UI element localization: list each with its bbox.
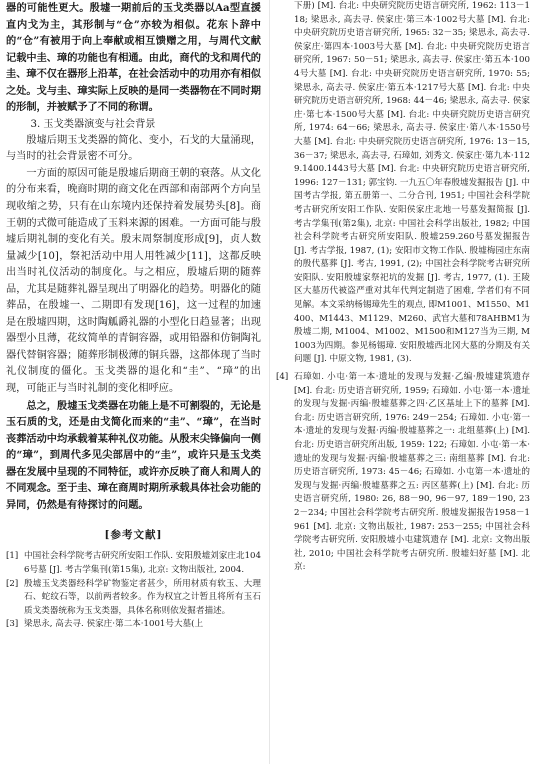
reference-3-continuation: 下册) [M]. 台北: 中央研究院历史语言研究所, 1962: 113－118; 梁思永, 高去寻. 侯家庄·第三本·1002号大墓 [M]. 台北: 中央研究院历史语言研究所, 1965: 32－35; 梁思永, 高去寻. 侯家庄·第四本·1003号大墓 [M]. 台北: 中央研究院历史语言研究所, 1967: 50－51; 梁思永, 高去寻. 侯家庄·第五本·1004号大墓 [M]. 台北: 中央研究院历史语言研究所, 1970: 55; 梁思永, 高去寻. 侯家庄·第五本·1217号大墓 [M]. 台北: 中央研究院历史语言研究所, 1968: 44－46; 梁思永, 高去寻. 侯家庄·第七本·1500号大墓 [M]. 台北: 中央研究院历史语言研究所, 1974: 64－66; 梁思永, 高去寻. 侯家庄·第八本·1550号大墓 [M]. 台北: 中央研究院历史语言研究所, 1976: 13－15, 36－37; 梁思永, 高去寻, 石璋如, 刘秀文. 侯家庄·第九本·1129.1400.1443号大墓 [M]. 台北: 中央研究院历史语言研究所, 1996: 127－131; 郭宝钧. 一九五〇年春殷墟发掘报告 [J]. 中国考古学报, 第五册第一、二分合刊, 1951; 中国社会科学院考古研究所安阳工作队. 安阳侯家庄北地一号墓发掘简报 [J]. 考古学集刊(第2集), 北京: 中国社会科学出版社, 1982; 中国社会科学院考古研究所安阳队. 殷墟259.260号墓发掘报告 [J]. 考古学报, 1987, (1); 安阳市文物工作队. 殷墟梅园庄东南的殷代墓葬 [J]. 考古, 1991, (2); 中国社会科学院考古研究所安阳队. 安阳殷墟家祭祀坑的发掘 [J]. 考古, 1977, (1). 王陵区大墓历代被盗严重对其年代判定制造了困难, 学者们有不同见解。本文采纳杨锡璋先生的观点, 即M1001、M1550、M1400、M1443、M1129、M260、武官大墓和78AHBM1为殷墟二期, M1004、M1002、M1500和M127当为三期, M1003为四期。参见杨锡璋. 安阳殷墟西北冈大墓的分期及有关问题 [J]. 中原文物, 1981, (3). (294, 1, 530, 365)
right-column (276, 0, 530, 575)
conclusion-paragraph: 总之，殷墟玉戈类器在功能上是不可割裂的，无论是玉石质的戈，还是由戈简化而来的“圭”、“璋”，在当时丧葬活动中均承载着某种礼仪功能。从殷末尖锋偏向一侧的“璋”，到周代多见尖部居中的“圭”，或许只是玉戈类器在发展中呈现的不同特征，或许亦反映了商人和周人的不同观念。至于圭、璋在商周时期所承载具体社会功能的异同，仍然是有待探讨的问题。 (6, 399, 261, 511)
body-paragraph-2: 一方面的原因可能是殷墟后期商王朝的衰落。从文化的分布来看，晚商时期的商文化在西部和南部两个方向呈现收缩之势，只有在山东境内还保持着发展势头[8]。商王朝的式微可能造成了玉料来源的困难。一方面可能与殷墟后期礼制的变化有关。殷末周祭制度形成[9]，贞人数量减少[10]，祭祀活动中用人用牲减少[11]，这都反映出当时礼仪活动的制度化。与之相应，殷墟后期的随葬品，尤其是随葬礼器呈现出了明器化的趋势。明器化的随葬品，在殷墟一、二期即有发现[16]，这一过程的加速是在殷墟四期，这时陶觚爵礼器的小型化日趋显著；出现器型小且薄，花纹简单的青铜容器，或用铅器和仿铜陶礼器代替铜容器；随葬形制极薄的铜兵器，这都体现了当时礼仪制度的僵化。玉戈类器的退化和“圭”、“璋”的出现，可能正与当时礼制的变化相呼应。 (6, 167, 261, 395)
reference-number: [3] (6, 619, 19, 630)
reference-item (6, 578, 261, 619)
reference-text: 石璋如. 小屯·第一本·遗址的发现与发掘·乙编·殷墟建筑遗存 [M]. 台北: 历史语言研究所, 1959; 石璋如. 小屯·第一本·遗址的发现与发掘·丙编·殷墟墓葬之四·乙区基址上下的墓葬 [M]. 台北: 历史语言研究所, 1976: 249－254; 石璋如. 小屯·第一本·遗址的发现与发掘·丙编·殷墟墓葬之一: 北组墓葬(上) [M]. 台北: 历史语言研究所出版, 1959: 122; 石璋如. 小屯·第一本·遗址的发现与发掘·丙编·殷墟墓葬之三: 南组墓葬 [M]. 台北: 历史语言研究所, 1973: 45－46; 石璋如. 小屯第一本·遗址的发现与发掘·丙编·殷墟墓葬之五: 丙区墓葬(上) [M]. 台北: 历史语言研究所, 1980: 26, 88－90, 96－97, 189－190, 232－234; 中国社会科学院考古研究所. 殷墟发掘报告1958－1961 [M]. 北京: 文物出版社, 1987: 253－255; 中国社会科学院考古研究所. 安阳殷墟小屯建筑遗存 [M]. 北京: 文物出版社, 2010; 中国社会科学院考古研究所. 殷墟妇好墓 [M]. 北京: (294, 372, 530, 573)
reference-text: 中国社会科学院考古研究所安阳工作队. 安阳殷墟刘家庄北1046号墓 [J]. 考古学集刊(第15集), 北京: 文物出版社, 2004. (24, 551, 261, 575)
reference-text: 殷墟玉戈类器经科学矿物鉴定者甚少，所用材质有软玉、大理石、蛇纹石等，以前两者较多。作为权宜之计暂且将所有玉石质戈类器统称为玉戈类器，具体名称则依发掘者描述。 (24, 578, 261, 616)
references-heading: [参考文献] (104, 529, 163, 542)
reference-number: [4] (276, 372, 289, 383)
reference-item (6, 618, 261, 632)
reference-item (276, 371, 530, 575)
reference-item (6, 550, 261, 577)
reference-number: [2] (6, 578, 19, 589)
column-divider (269, 0, 270, 764)
section-heading: 3. 玉戈类器演变与社会背景 (30, 118, 156, 130)
intro-bold-paragraph: 器的可能性更大。殷墟一期前后的玉戈类器以Aa型直援直内戈为主，其形制与“仓”亦较为相似。花东卜辞中的“仓”有被用于向上奉献或相互馈赠之用，与周代文献记载中圭、璋的功能也有相通。由此，商代的戈和周代的圭、璋不仅在器形上沿革，在社会活动中的功用亦有相似之处。戈与圭、璋实际上反映的是同一类器物在不同时期的形制，并被赋予了不同的称谓。 (6, 2, 261, 114)
reference-number: [1] (6, 551, 19, 562)
left-column (6, 0, 261, 632)
body-paragraph-1: 殷墟后期玉戈类器的简化、变小，石戈的大量涌现，与当时的社会背景密不可分。 (6, 134, 261, 163)
reference-text: 梁思永, 高去寻. 侯家庄·第二本·1001号大墓(上 (24, 619, 204, 630)
